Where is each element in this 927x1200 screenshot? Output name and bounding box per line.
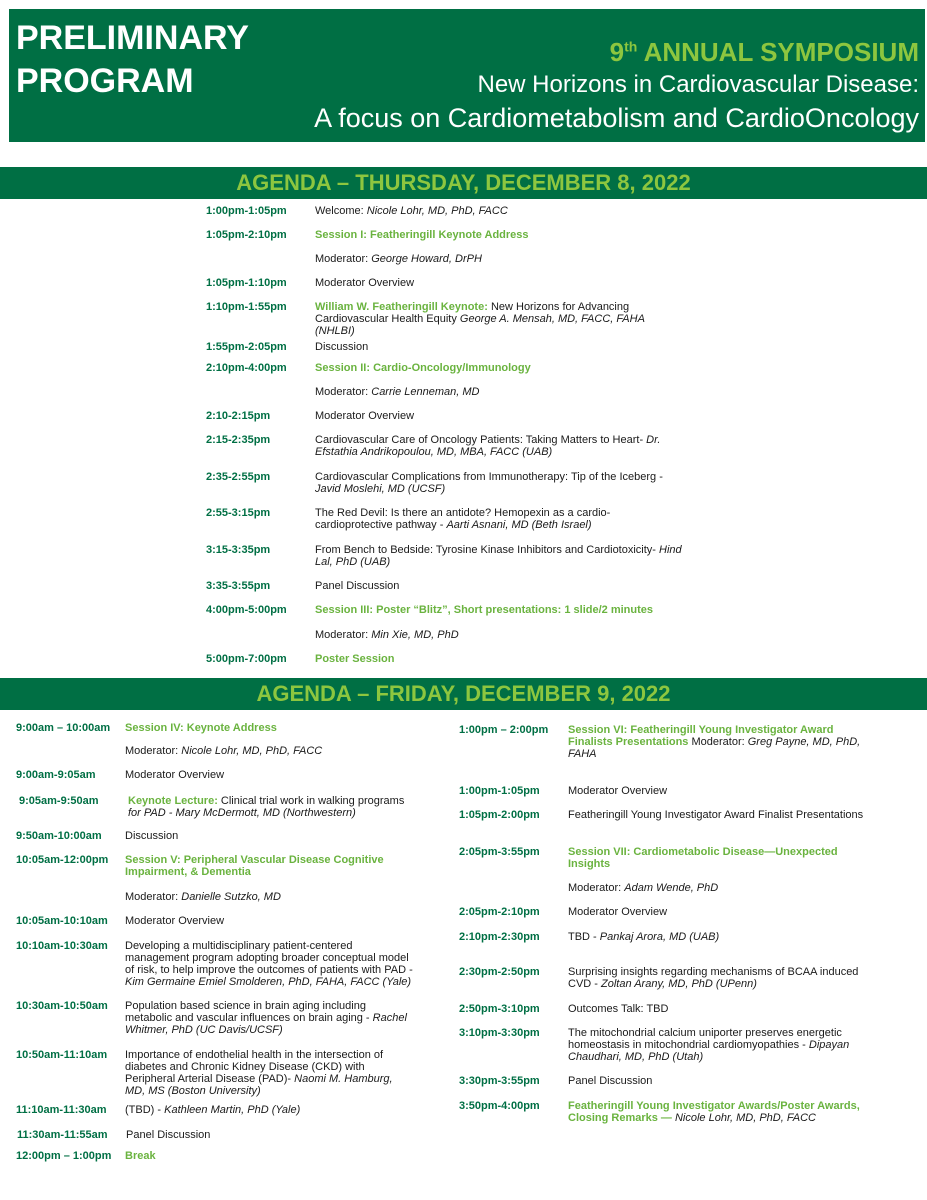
item-description: [125, 854, 415, 878]
item-description: [125, 1000, 415, 1036]
item-text: The Red Devil: Is there an antidote? Hemopexin as a cardio-cardioprotective pathway -: [315, 507, 611, 531]
item-description: [125, 769, 415, 781]
item-time: 11:10am-11:30am: [16, 1104, 107, 1116]
item-speaker: Pankaj Arora, MD (UAB): [599, 931, 720, 943]
session-title: Session IV: Keynote Address: [125, 722, 277, 734]
session-title: Session VII: Cardiometabolic Disease—Unexpected Insights: [568, 846, 838, 870]
header-banner: [9, 9, 925, 142]
symposium-num: 9: [609, 37, 625, 67]
item-time: 10:10am-10:30am: [16, 940, 108, 952]
item-time: 2:55-3:15pm: [206, 507, 271, 519]
program-title: [16, 17, 249, 103]
item-time: 4:00pm-5:00pm: [206, 604, 287, 616]
item-text: Surprising insights regarding mechanisms of BCAA induced CVD -: [568, 966, 859, 990]
session-title: Session V: Peripheral Vascular Disease Cognitive Impairment, & Dementia: [125, 854, 384, 878]
item-description: [568, 931, 868, 943]
item-description: [315, 544, 687, 568]
item-speaker: George Howard, DrPH: [371, 253, 482, 265]
item-time: 2:10pm-2:30pm: [459, 931, 540, 943]
item-speaker: Carrie Lenneman, MD: [371, 386, 480, 398]
item-text: Moderator Overview: [568, 785, 668, 797]
item-speaker: Greg Payne, MD, PhD, FAHA: [568, 736, 861, 760]
item-description: [125, 915, 415, 927]
thursday-agenda-title: AGENDA – THURSDAY, DECEMBER 8, 2022: [0, 167, 927, 199]
item-time: 1:05pm-2:00pm: [459, 809, 540, 821]
subtitle-1: New Horizons in Cardiovascular Disease:: [477, 71, 919, 98]
symposium-title: [610, 37, 919, 68]
item-description: [568, 1027, 868, 1063]
item-description: [315, 229, 687, 241]
item-time: 3:35-3:55pm: [206, 580, 271, 592]
item-speaker: Adam Wende, PhD: [624, 882, 719, 894]
item-description: [125, 940, 415, 988]
item-time: 1:10pm-1:55pm: [206, 301, 287, 313]
item-description: [315, 653, 687, 665]
item-text: The mitochondrial calcium uniporter preserves energetic homeostasis in mitochondrial cardiomyopathies -: [568, 1027, 842, 1051]
item-text: Moderator:: [315, 629, 372, 641]
item-text: Moderator Overview: [568, 906, 668, 918]
item-time: 2:30pm-2:50pm: [459, 966, 540, 978]
item-description: [126, 1129, 416, 1141]
item-time: 5:00pm-7:00pm: [206, 653, 287, 665]
item-description: [315, 604, 687, 616]
item-text: Cardiovascular Complications from Immunotherapy: Tip of the Iceberg -: [315, 471, 663, 483]
item-description: [125, 1104, 415, 1116]
item-description: [125, 722, 415, 734]
item-time: 3:50pm-4:00pm: [459, 1100, 540, 1112]
item-time: 10:05am-10:10am: [16, 915, 108, 927]
item-time: 9:50am-10:00am: [16, 830, 102, 842]
item-text: Moderator:: [691, 736, 748, 748]
item-text: Panel Discussion: [568, 1075, 653, 1087]
item-description: [568, 785, 868, 797]
title-line-1: PRELIMINARY: [16, 19, 249, 57]
item-time: 2:05pm-2:10pm: [459, 906, 540, 918]
item-text: Discussion: [315, 341, 369, 353]
item-description: [315, 629, 687, 641]
item-description: [125, 830, 415, 842]
item-time: 3:15-3:35pm: [206, 544, 271, 556]
item-text: Cardiovascular Care of Oncology Patients: Taking Matters to Heart-: [315, 434, 647, 446]
item-speaker: Javid Moslehi, MD (UCSF): [315, 483, 446, 495]
item-speaker: Kim Germaine Emiel Smolderen, PhD, FAHA, FACC (Yale): [125, 976, 412, 988]
item-speaker: Zoltan Arany, MD, PhD (UPenn): [601, 978, 757, 990]
item-time: 11:30am-11:55am: [17, 1129, 108, 1141]
item-text: Clinical trial work in walking programs: [220, 795, 405, 807]
item-speaker: Dipayan Chaudhari, MD, PhD (Utah): [568, 1039, 850, 1063]
item-speaker: Danielle Sutzko, MD: [181, 891, 281, 903]
item-description: [125, 745, 415, 757]
item-description: [568, 882, 868, 894]
item-description: [568, 1100, 868, 1124]
item-time: 1:00pm-1:05pm: [206, 205, 287, 217]
item-description: [128, 795, 418, 819]
item-description: [315, 301, 687, 337]
item-time: 10:50am-11:10am: [16, 1049, 108, 1061]
session-title: William W. Featheringill Keynote:: [315, 301, 491, 313]
item-description: [568, 966, 868, 990]
item-time: 9:05am-9:50am: [19, 795, 99, 807]
item-time: 1:00pm-1:05pm: [459, 785, 540, 797]
item-text: Moderator:: [568, 882, 625, 894]
session-title: Session II: Cardio-Oncology/Immunology: [315, 362, 531, 374]
session-title: Keynote Lecture:: [128, 795, 221, 807]
item-time: 3:30pm-3:55pm: [459, 1075, 540, 1087]
item-description: [315, 205, 687, 217]
item-text: Panel Discussion: [315, 580, 400, 592]
item-description: [315, 362, 687, 374]
item-text: Moderator Overview: [315, 277, 415, 289]
item-time: 2:05pm-3:55pm: [459, 846, 540, 858]
title-line-2: PROGRAM: [16, 62, 194, 100]
session-title: Session III: Poster “Blitz”, Short presentations: 1 slide/2 minutes: [315, 604, 654, 616]
item-time: 3:10pm-3:30pm: [459, 1027, 540, 1039]
item-speaker: Hind Lal, PhD (UAB): [315, 544, 682, 568]
friday-agenda-title: AGENDA – FRIDAY, DECEMBER 9, 2022: [0, 678, 927, 710]
item-time: 10:30am-10:50am: [16, 1000, 108, 1012]
item-text: Importance of endothelial health in the intersection of diabetes and Chronic Kidney Disease (CKD) with Peripheral Arterial Disease (PAD)-: [125, 1049, 384, 1085]
item-description: [315, 410, 687, 422]
item-speaker: Dr. Efstathia Andrikopoulou, MD, MBA, FACC (UAB): [315, 434, 661, 458]
item-text: Discussion: [125, 830, 179, 842]
item-time: 1:55pm-2:05pm: [206, 341, 287, 353]
item-speaker: Nicole Lohr, MD, PhD, FACC: [366, 205, 508, 217]
session-title: Session VI: Featheringill Young Investigator Award Finalists Presentations: [568, 724, 834, 748]
item-speaker: for PAD - Mary McDermott, MD (Northwestern): [128, 807, 356, 819]
item-text: Moderator:: [125, 745, 182, 757]
item-text: Moderator Overview: [125, 915, 225, 927]
item-description: [125, 891, 415, 903]
item-text: Moderator Overview: [315, 410, 415, 422]
item-time: 9:00am – 10:00am: [16, 722, 111, 734]
item-speaker: Nicole Lohr, MD, PhD, FACC: [181, 745, 323, 757]
symposium-rest: ANNUAL SYMPOSIUM: [637, 37, 919, 67]
item-description: [315, 434, 687, 458]
item-text: Welcome:: [315, 205, 367, 217]
item-text: Panel Discussion: [126, 1129, 211, 1141]
item-description: [125, 1049, 415, 1097]
item-text: Moderator:: [315, 386, 372, 398]
item-time: 10:05am-12:00pm: [16, 854, 109, 866]
session-title: Featheringill Young Investigator Awards/Poster Awards, Closing Remarks —: [568, 1100, 860, 1124]
item-description: [315, 341, 687, 353]
item-description: [315, 277, 687, 289]
session-title: Break: [125, 1150, 156, 1162]
item-description: [568, 809, 868, 821]
item-text: Outcomes Talk: TBD: [568, 1003, 669, 1015]
subtitle-2: A focus on Cardiometabolism and CardioOncology: [314, 103, 919, 133]
item-speaker: Rachel Whitmer, PhD (UC Davis/UCSF): [125, 1012, 407, 1036]
item-text: Featheringill Young Investigator Award Finalist Presentations: [568, 809, 864, 821]
symposium-sup: th: [624, 38, 638, 55]
item-speaker: Aarti Asnani, MD (Beth Israel): [446, 519, 592, 531]
item-description: [315, 386, 687, 398]
session-title: Session I: Featheringill Keynote Address: [315, 229, 529, 241]
item-speaker: Kathleen Martin, PhD (Yale): [164, 1104, 301, 1116]
item-time: 2:10pm-4:00pm: [206, 362, 287, 374]
item-text: From Bench to Bedside: Tyrosine Kinase Inhibitors and Cardiotoxicity-: [315, 544, 660, 556]
item-time: 2:10-2:15pm: [206, 410, 271, 422]
item-time: 2:50pm-3:10pm: [459, 1003, 540, 1015]
item-text: Moderator Overview: [125, 769, 225, 781]
item-time: 9:00am-9:05am: [16, 769, 96, 781]
item-text: Population based science in brain aging including metabolic and vascular influences on brain aging -: [125, 1000, 373, 1024]
item-description: [315, 507, 687, 531]
item-time: 1:05pm-2:10pm: [206, 229, 287, 241]
item-time: 1:00pm – 2:00pm: [459, 724, 549, 736]
session-title: Poster Session: [315, 653, 395, 665]
item-description: [315, 471, 687, 495]
item-description: [568, 1003, 868, 1015]
item-text: Moderator:: [125, 891, 182, 903]
item-description: [568, 846, 868, 870]
item-description: [568, 724, 868, 760]
item-text: Moderator:: [315, 253, 372, 265]
item-time: 12:00pm – 1:00pm: [16, 1150, 112, 1162]
item-speaker: Min Xie, MD, PhD: [371, 629, 459, 641]
item-text: New Horizons for Advancing Cardiovascular Health Equity: [315, 301, 630, 325]
item-speaker: George A. Mensah, MD, FACC, FAHA (NHLBI): [315, 313, 645, 337]
item-text: Developing a multidisciplinary patient-centered management program adopting broader conceptual model of risk, to help improve the outcomes of patients with PAD -: [125, 940, 413, 976]
item-time: 2:35-2:55pm: [206, 471, 271, 483]
item-description: [125, 1150, 415, 1162]
item-speaker: Nicole Lohr, MD, PhD, FACC: [674, 1112, 816, 1124]
item-description: [568, 906, 868, 918]
item-description: [568, 1075, 868, 1087]
item-text: (TBD) -: [125, 1104, 165, 1116]
item-speaker: Naomi M. Hamburg, MD, MS (Boston University): [125, 1073, 393, 1097]
item-time: 1:05pm-1:10pm: [206, 277, 287, 289]
item-text: TBD -: [568, 931, 600, 943]
item-description: [315, 580, 687, 592]
item-description: [315, 253, 687, 265]
item-time: 2:15-2:35pm: [206, 434, 271, 446]
